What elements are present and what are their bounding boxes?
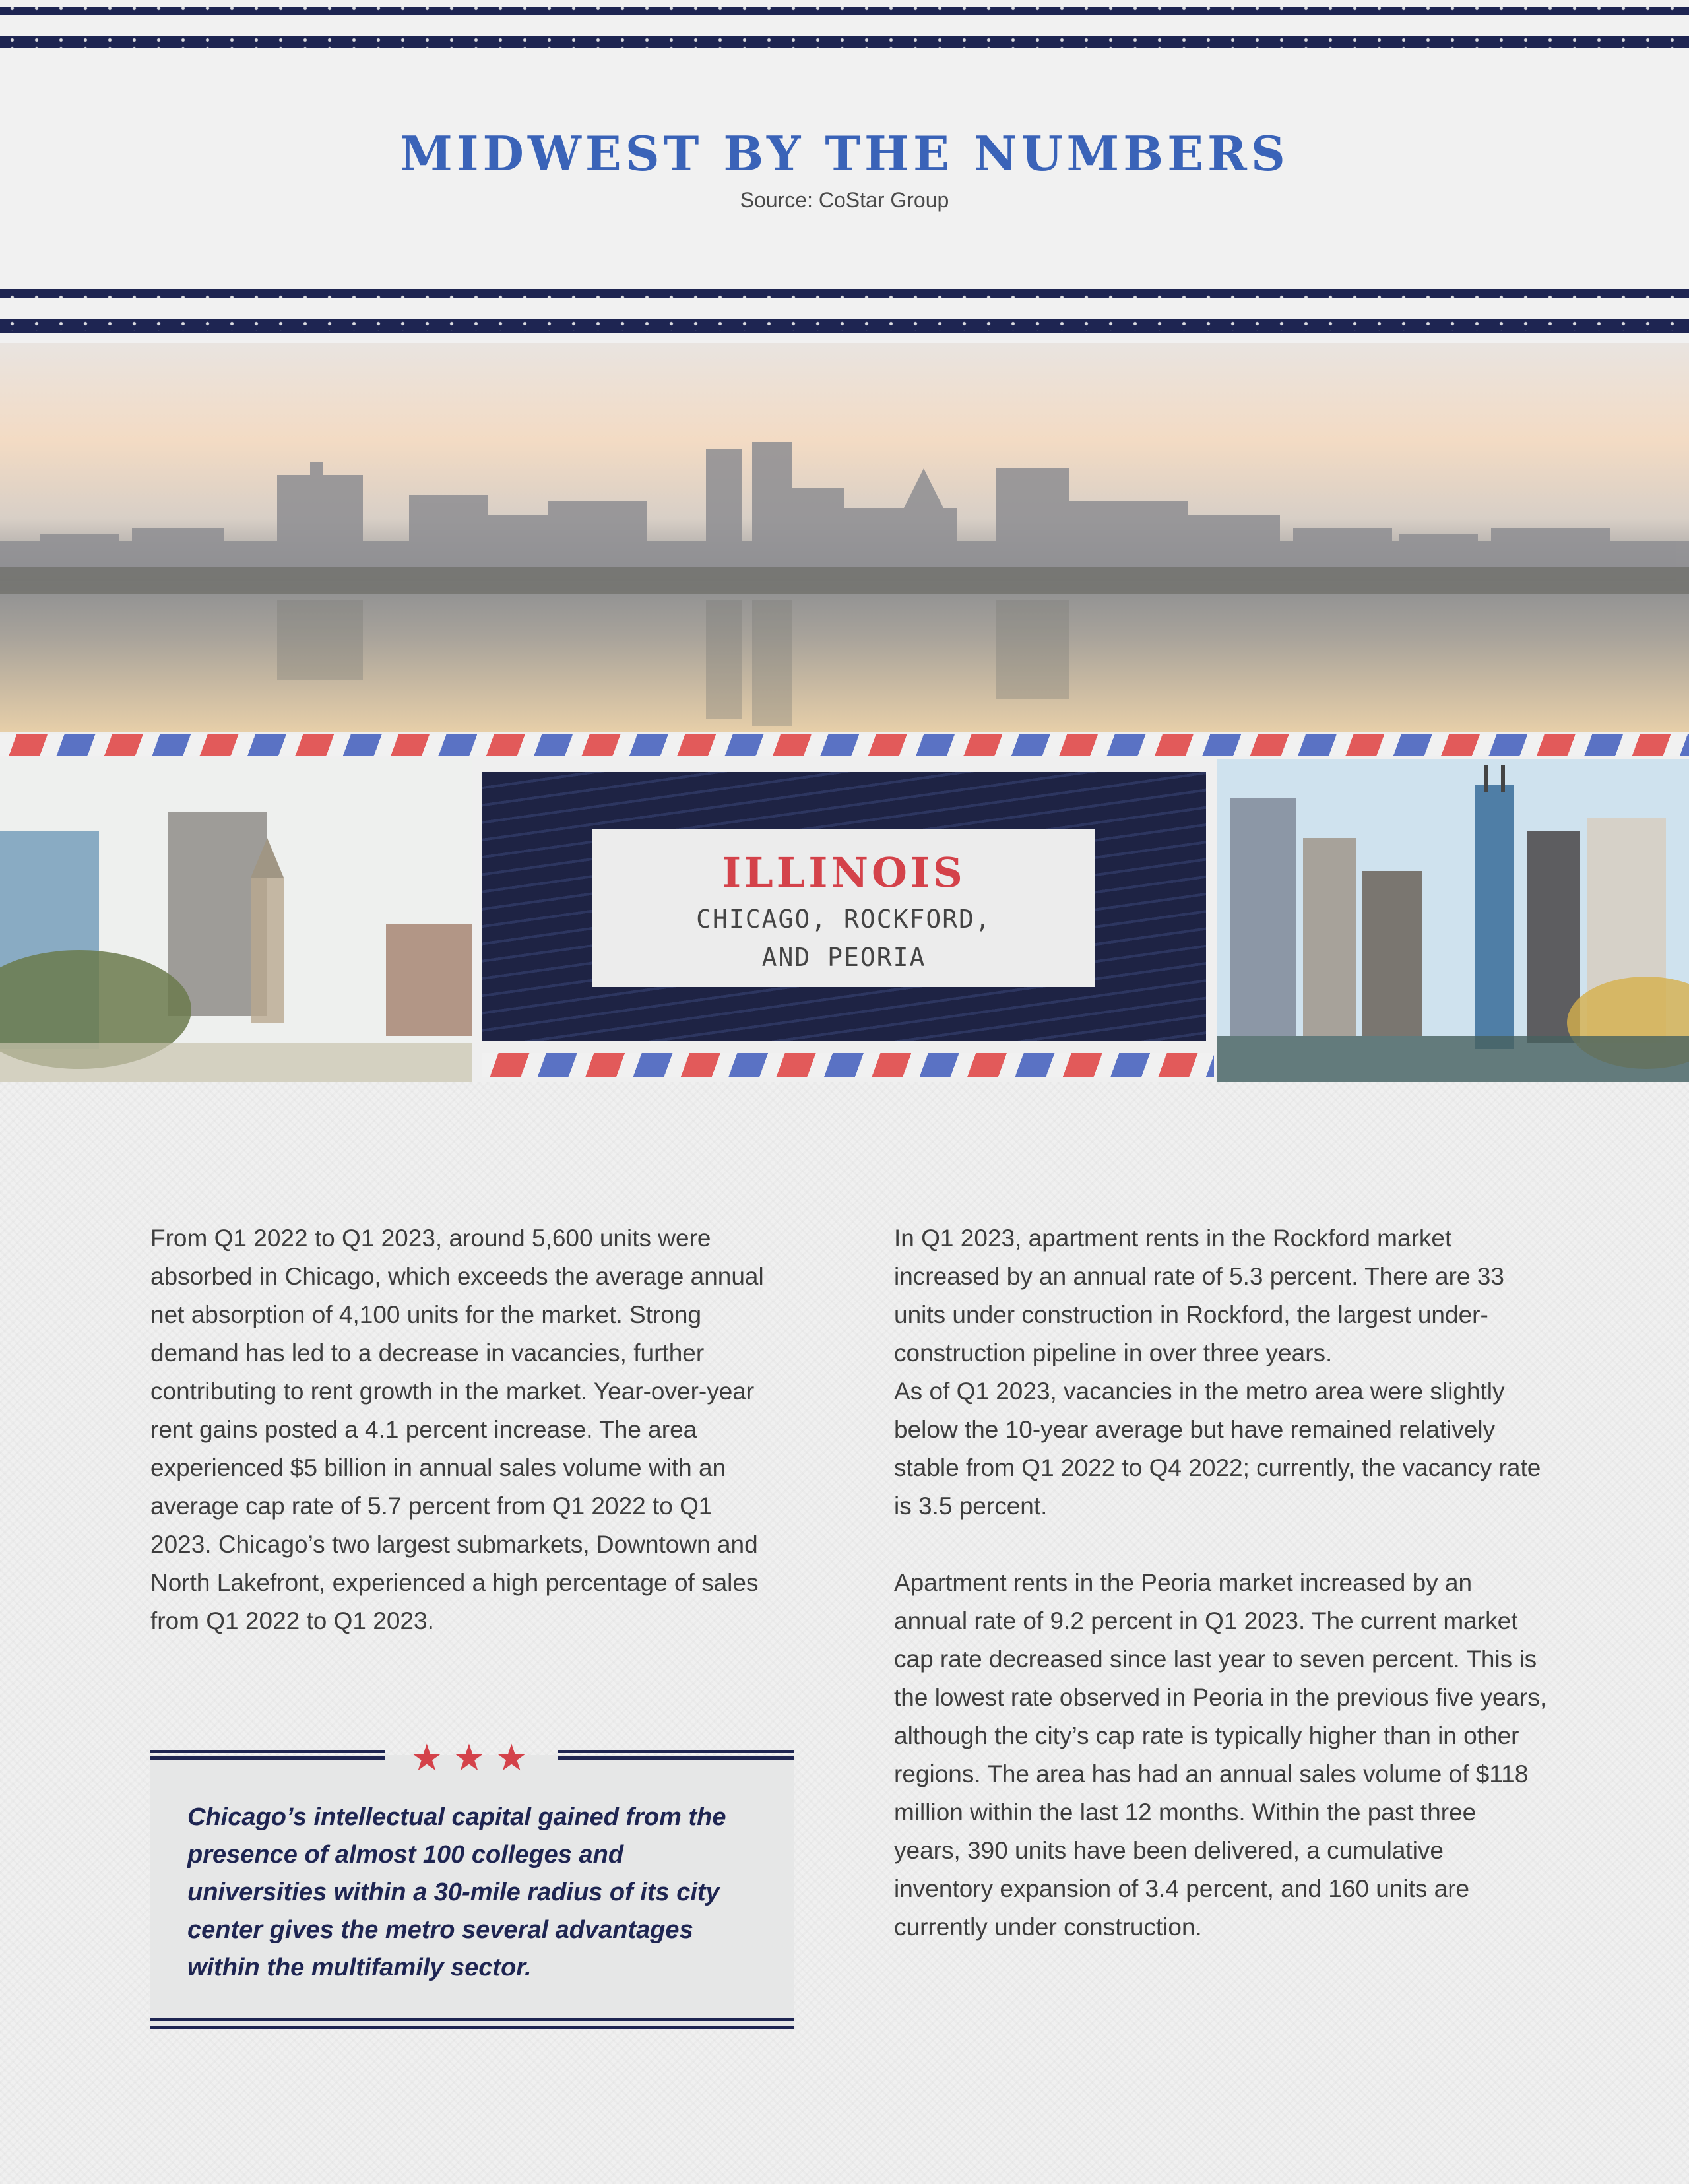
cities-line-1: CHICAGO, ROCKFORD, [696,905,992,934]
star-icon: ★★★ [410,1737,538,1780]
paragraph-spacer [894,1526,1547,1564]
rockford-paragraph-1: In Q1 2023, apartment rents in the Rockford market increased by an annual rate of 5.3 percent. There are 33 units under construction in Rockford, the largest under-construction pipeline in over three years. [894,1225,1504,1366]
page-title: MIDWEST BY THE NUMBERS [400,125,1289,181]
chicago-river-illustration [1217,759,1689,1082]
quote-rule [150,1750,385,1753]
stripe-texture [0,4,1689,16]
quote-rule [150,2026,794,2029]
stripe-texture [0,36,1689,48]
peoria-paragraph: Apartment rents in the Peoria market increased by an annual rate of 9.2 percent in Q1 2023. The current market cap rate decreased since last year to seven percent. This is the lowest rate observed in Peoria in the previous five years, although the city’s cap rate is typically higher than in other regions. The area has had an annual sales volume of $118 million within the last 12 months. Within the past three years, 390 units have been delivered, a cumulative inventory expansion of 3.4 percent, and 160 units are currently under construction. [894,1569,1547,1941]
quote-rule [150,1756,385,1760]
cities-subheading [592,900,1095,977]
rockford-peoria-column [894,1219,1547,1946]
quote-rule [558,1756,794,1760]
stripe-texture [0,293,1689,305]
illinois-title-card [592,829,1095,987]
stripe-texture [0,319,1689,331]
quote-rule [558,1750,794,1753]
airmail-border-top [0,734,1689,757]
rockford-paragraph-2: As of Q1 2023, vacancies in the metro area were slightly below the 10-year average but have remained relatively stable from Q1 2022 to Q4 2022; currently, the vacancy rate is 3.5 percent. [894,1378,1541,1520]
cities-line-2: AND PEORIA [761,943,926,972]
rockford-street-illustration [0,759,472,1082]
peoria-skyline-illustration [0,343,1689,732]
state-heading: ILLINOIS [722,849,966,897]
chicago-paragraph: From Q1 2022 to Q1 2023, around 5,600 units were absorbed in Chicago, which exceeds the average annual net absorption of 4,100 units for the market. Strong demand has led to a decrease in vacancies, further contributing to rent growth in the market. Year-over-year rent gains posted a 4.1 percent increase. The area experienced $5 billion in annual sales volume with an average cap rate of 5.7 percent from Q1 2022 to Q1 2023. Chicago’s two largest submarkets, Downtown and North Lakefront, experienced a high percentage of sales from Q1 2022 to Q1 2023. [150,1225,764,1634]
source-credit: Source: CoStar Group [740,188,949,212]
airmail-border-bottom [482,1053,1214,1077]
page-header [0,0,1689,343]
pull-quote-text: Chicago’s intellectual capital gained from the presence of almost 100 colleges and universities within a 30-mile radius of its city center gives the metro several advantages within the multifamily sector. [187,1803,726,1981]
skyline-drawing [0,343,1689,732]
quote-rule [150,2018,794,2021]
chicago-column [150,1219,764,1640]
